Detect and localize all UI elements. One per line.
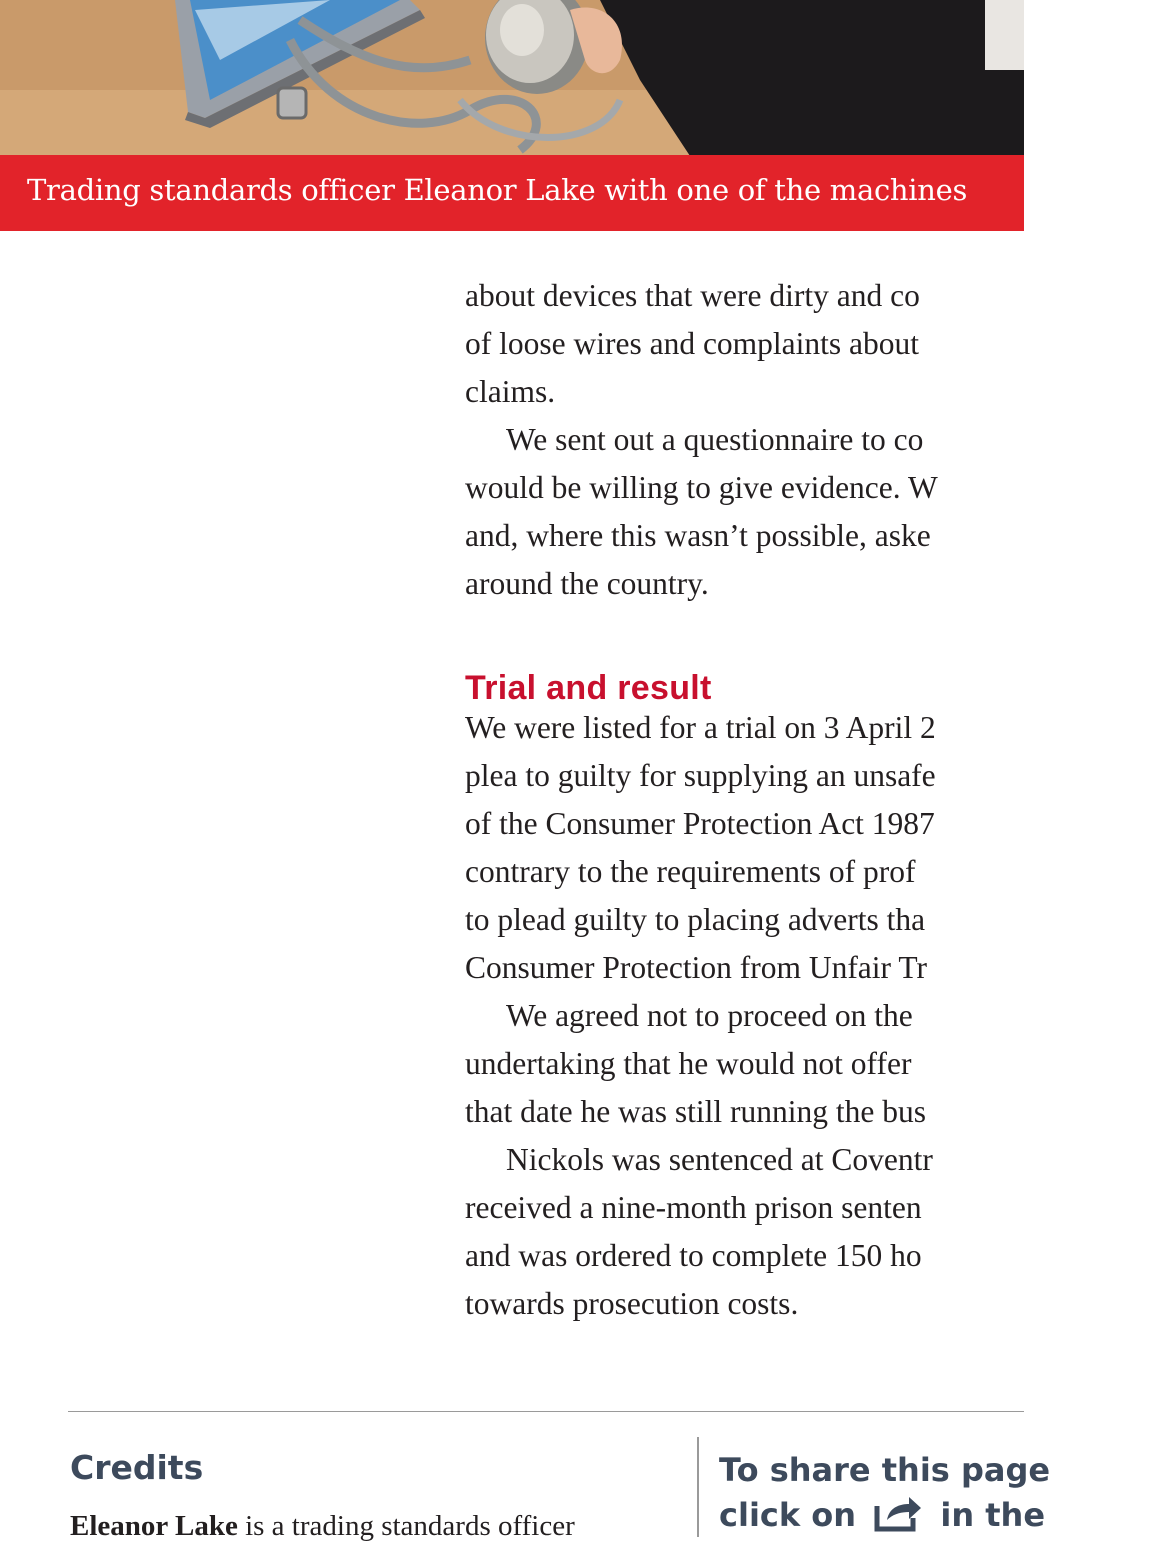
share-instructions (719, 1448, 1079, 1544)
body-line: claims. (465, 374, 556, 409)
share-line-2 (719, 1493, 1079, 1544)
article-body (465, 272, 1165, 1328)
body-line: about devices that were dirty and co (465, 278, 920, 313)
body-line: to plead guilty to placing adverts tha (465, 902, 926, 937)
credits-author: Eleanor Lake (70, 1510, 238, 1542)
share-text-a: click on (719, 1496, 857, 1534)
body-line: towards prosecution costs. (465, 1286, 799, 1321)
photo-caption: Trading standards officer Eleanor Lake with one of the machines (27, 173, 968, 207)
photo-illustration (0, 0, 1024, 156)
share-arrow-icon[interactable] (873, 1494, 923, 1544)
body-line: and, where this wasn’t possible, aske (465, 518, 931, 553)
credits-description: is a trading standards officer (237, 1510, 575, 1542)
footer-divider (68, 1411, 1024, 1412)
body-line: Consumer Protection from Unfair Tr (465, 950, 927, 985)
body-line: Nickols was sentenced at Coventr (506, 1142, 933, 1177)
share-line-1: To share this page (719, 1451, 1051, 1489)
body-line: and was ordered to complete 150 ho (465, 1238, 922, 1273)
body-line: that date he was still running the bus (465, 1094, 927, 1129)
body-line: of loose wires and complaints about (465, 326, 920, 361)
body-line: plea to guilty for supplying an unsafe (465, 758, 936, 793)
credits-text (70, 1510, 575, 1543)
article-photo (0, 0, 1024, 156)
share-text-b: in the (940, 1496, 1046, 1534)
body-line: received a nine-month prison senten (465, 1190, 922, 1225)
body-line: We sent out a questionnaire to co (506, 422, 924, 457)
section-heading: Trial and result (465, 669, 712, 707)
body-line: around the country. (465, 566, 709, 601)
body-line: We were listed for a trial on 3 April 2 (465, 710, 936, 745)
body-line: undertaking that he would not offer (465, 1046, 912, 1081)
footer-column-divider (697, 1437, 699, 1537)
body-line: contrary to the requirements of prof (465, 854, 916, 889)
credits-heading: Credits (70, 1448, 204, 1487)
body-line: would be willing to give evidence. W (465, 470, 938, 505)
body-line: of the Consumer Protection Act 1987 (465, 806, 935, 841)
body-line: We agreed not to proceed on the (506, 998, 913, 1033)
